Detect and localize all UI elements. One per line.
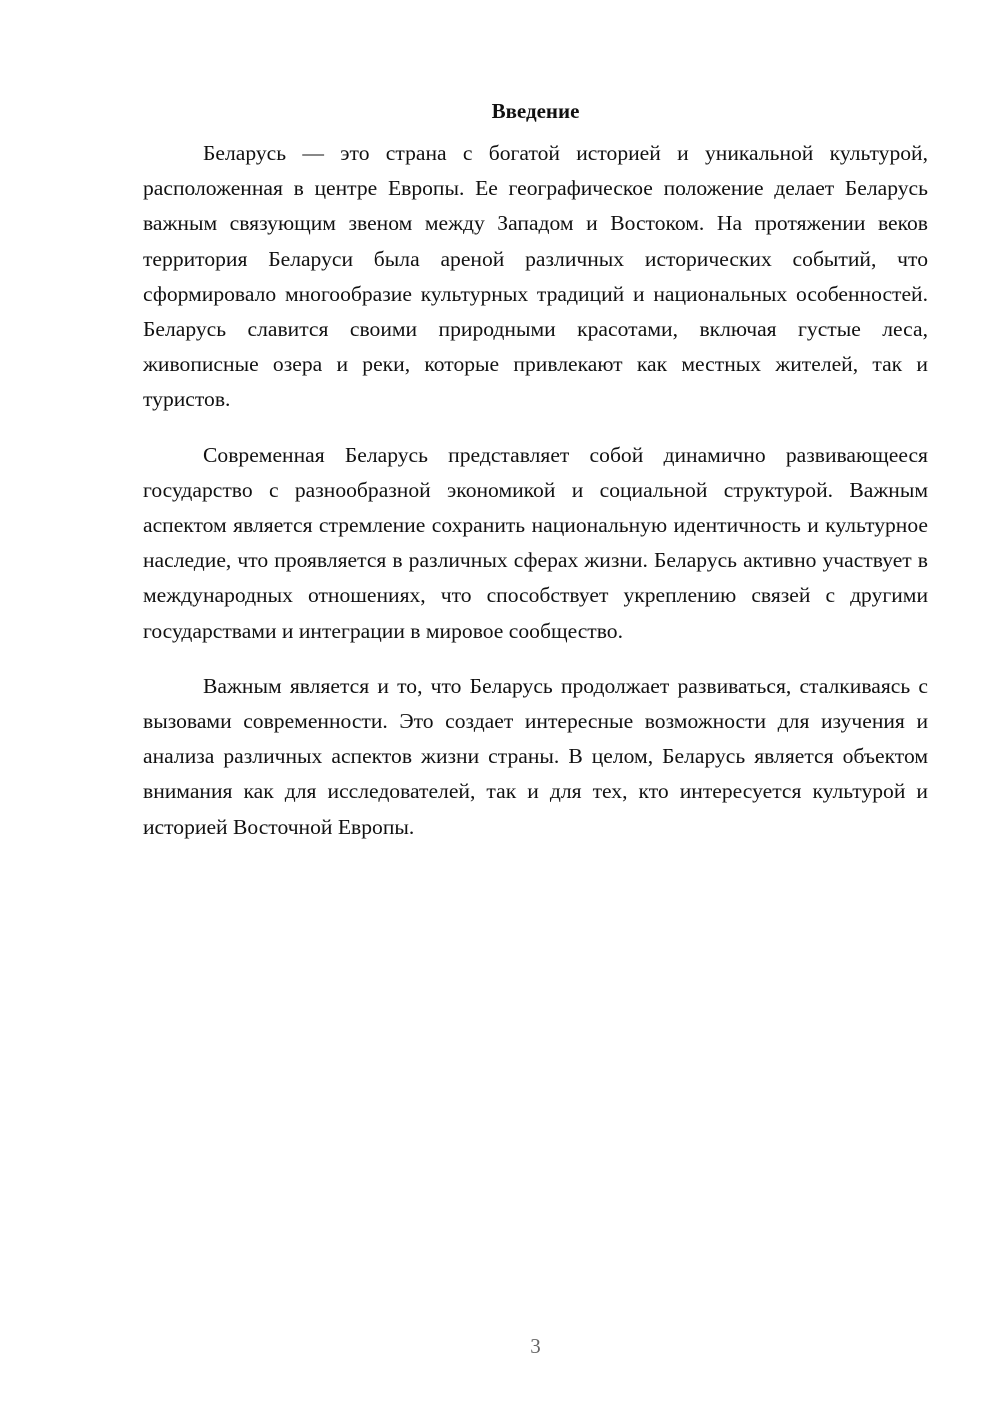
page-number: 3 [530,1334,541,1358]
section-heading: Введение [491,99,580,123]
paragraph-2: Современная Беларусь представляет собой динамично развивающееся государство с разнообразной экономикой и социальной структурой. Важным аспектом является стремление сохранить национальную идентичность и культурное наследие, что проявляется в различных сферах жизни. Беларусь активно участвует в международных отношениях, что способствует укреплению связей с другими государствами и интеграции в мировое сообщество. [143,442,928,643]
paragraph-1: Беларусь — это страна с богатой историей и уникальной культурой, расположенная в центре Европы. Ее географическое положение делает Беларусь важным связующим звеном между Западом и Востоком. На протяжении веков территория Беларуси была ареной различных исторических событий, что сформировало многообразие культурных традиций и национальных особенностей. Беларусь славится своими природными красотами, включая густые леса, живописные озера и реки, которые привлекают как местных жителей, так и туристов. [143,141,928,412]
document-body [143,93,928,865]
paragraph-3: Важным является и то, что Беларусь продолжает развиваться, сталкиваясь с вызовами современности. Это создает интересные возможности для изучения и анализа различных аспектов жизни страны. В целом, Беларусь является объектом внимания как для исследователей, так и для тех, кто интересуется культурой и историей Восточной Европы. [143,673,928,839]
